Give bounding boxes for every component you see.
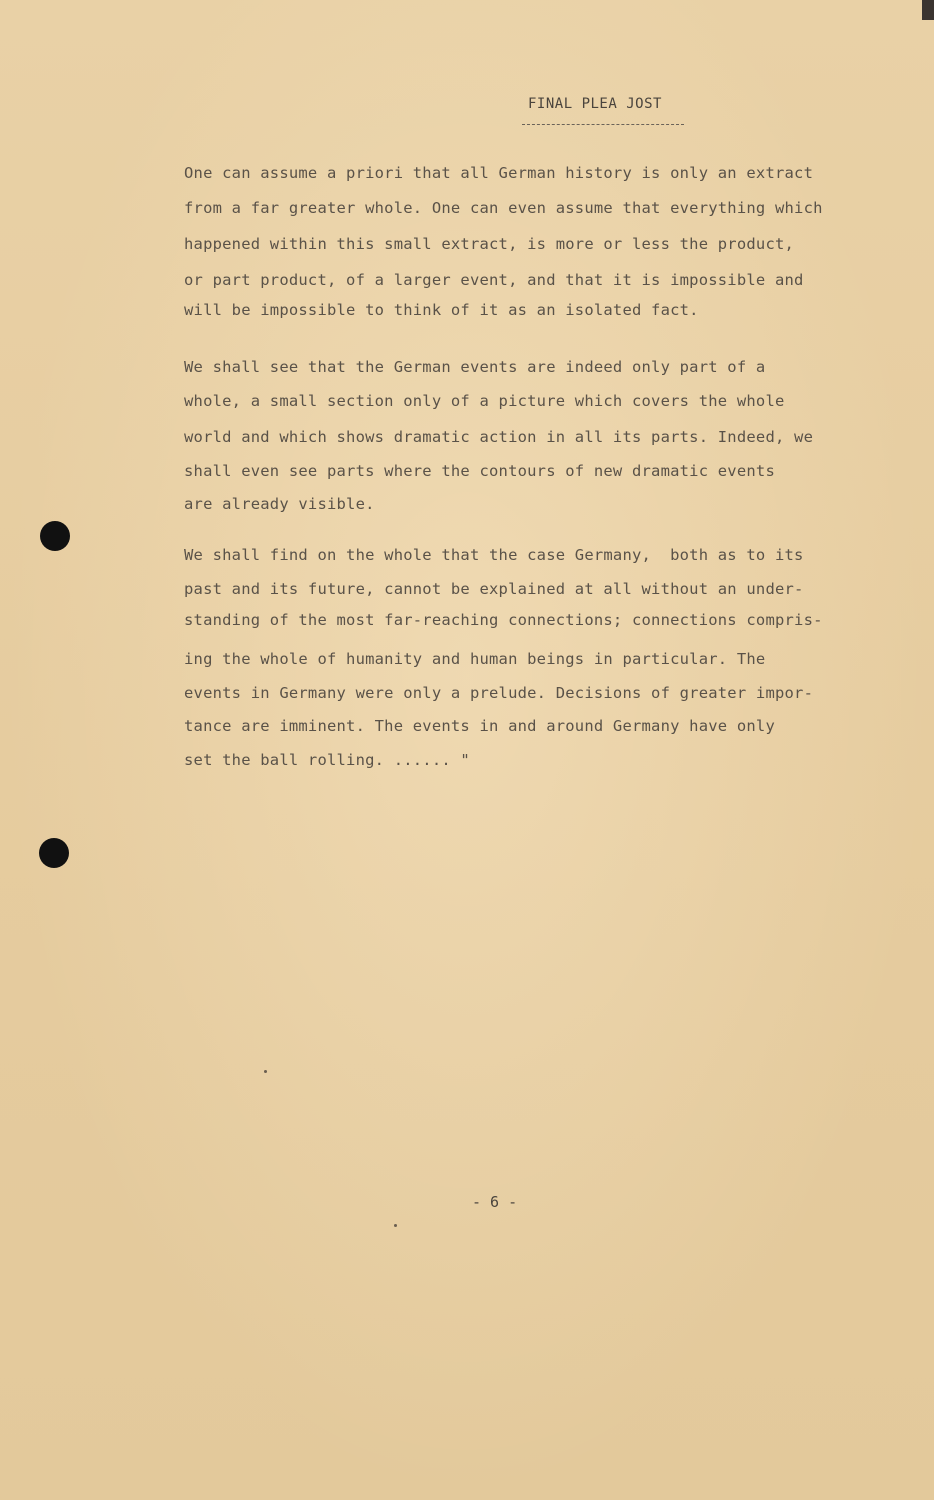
- page-number: - 6 -: [472, 1193, 518, 1211]
- title-underline: [522, 124, 684, 125]
- text-line: from a far greater whole. One can even assume that everything which: [184, 199, 823, 217]
- document-title: FINAL PLEA JOST: [528, 96, 662, 112]
- text-line: We shall see that the German events are indeed only part of a: [184, 358, 766, 376]
- paper-speck: [264, 1070, 267, 1073]
- text-line: ing the whole of humanity and human beings in particular. The: [184, 650, 766, 668]
- text-line: or part product, of a larger event, and that it is impossible and: [184, 271, 804, 289]
- punch-hole-upper: [40, 521, 70, 551]
- text-line: whole, a small section only of a picture which covers the whole: [184, 392, 785, 410]
- text-line: will be impossible to think of it as an isolated fact.: [184, 301, 699, 319]
- text-line: One can assume a priori that all German history is only an extract: [184, 164, 814, 182]
- text-line: events in Germany were only a prelude. Decisions of greater impor-: [184, 684, 814, 702]
- text-line: set the ball rolling. ...... ": [184, 751, 470, 769]
- text-line: standing of the most far-reaching connections; connections compris-: [184, 611, 823, 629]
- text-line: We shall find on the whole that the case Germany, both as to its: [184, 546, 804, 564]
- corner-mark: [922, 0, 934, 20]
- paper-speck: [394, 1224, 397, 1227]
- text-line: past and its future, cannot be explained at all without an under-: [184, 580, 804, 598]
- text-line: world and which shows dramatic action in all its parts. Indeed, we: [184, 428, 814, 446]
- text-line: tance are imminent. The events in and around Germany have only: [184, 717, 775, 735]
- punch-hole-lower: [39, 838, 69, 868]
- text-line: happened within this small extract, is more or less the product,: [184, 235, 795, 253]
- text-line: shall even see parts where the contours of new dramatic events: [184, 462, 775, 480]
- text-line: are already visible.: [184, 495, 375, 513]
